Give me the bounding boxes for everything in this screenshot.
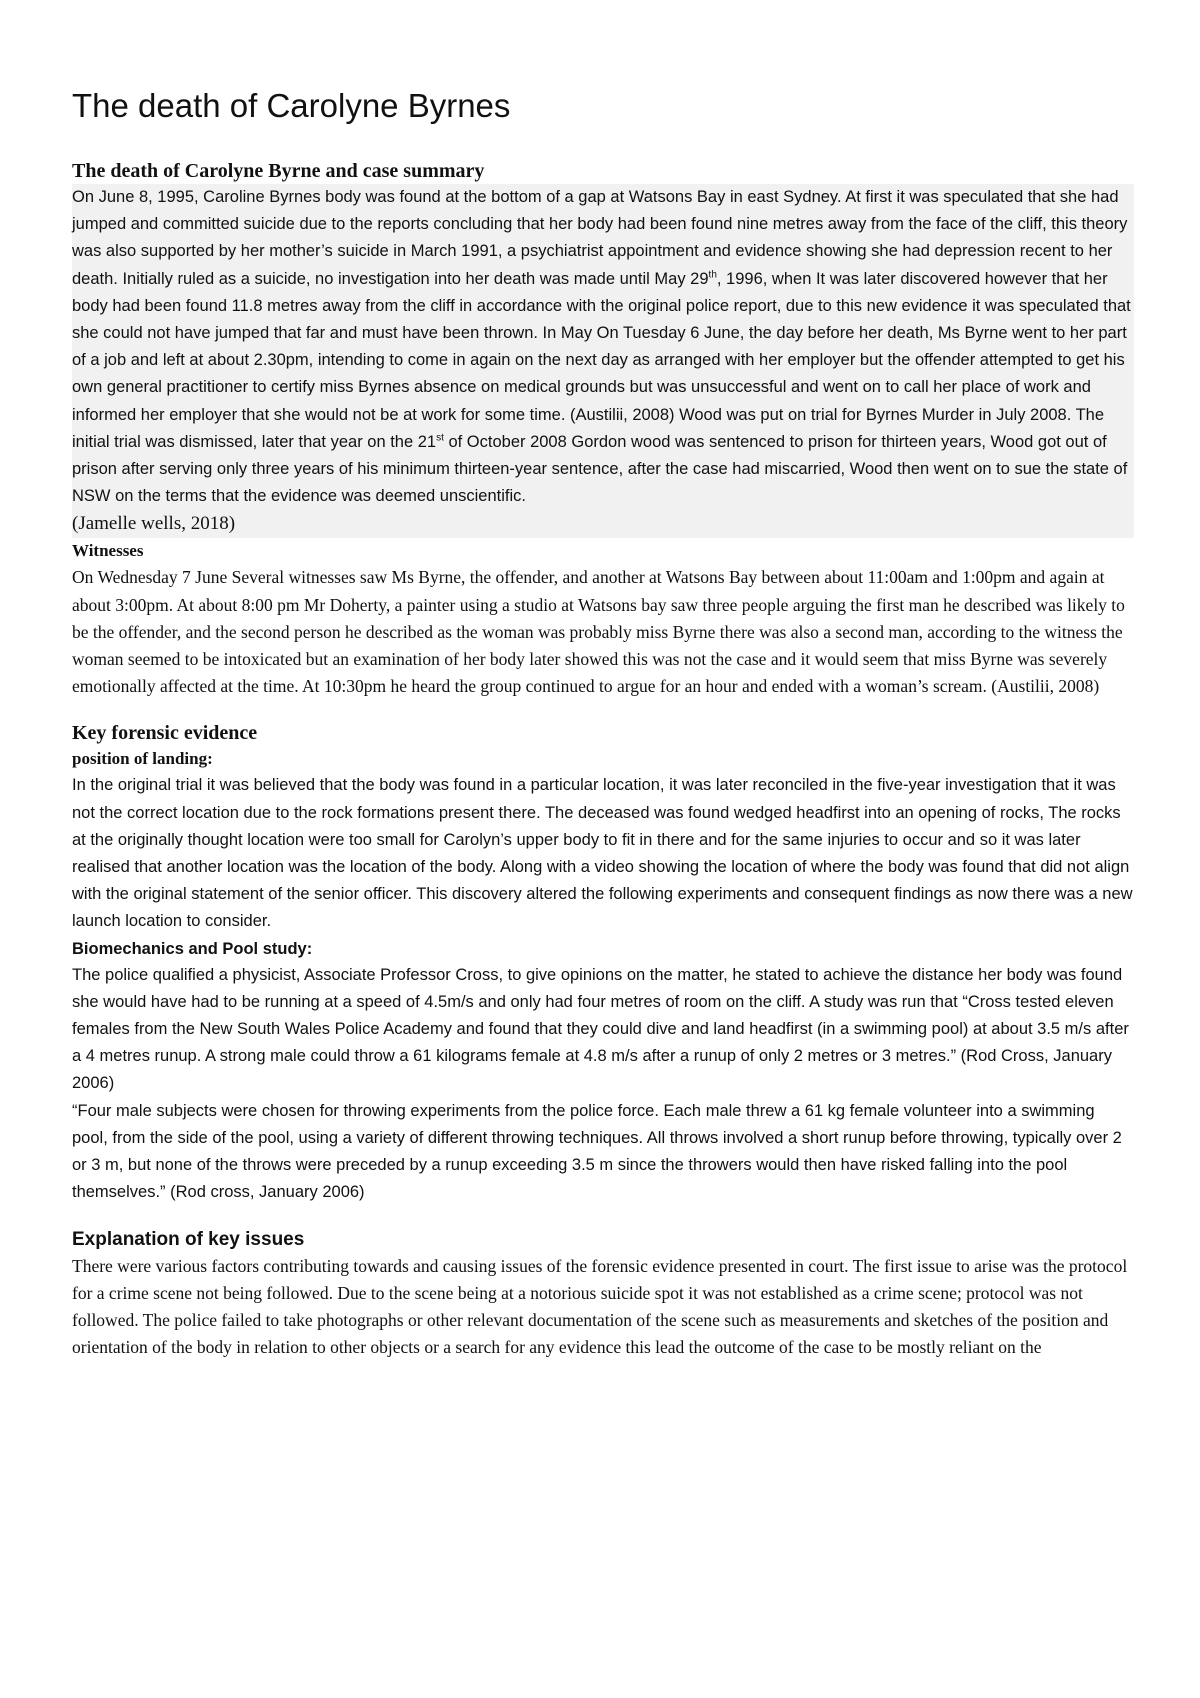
witnesses-paragraph: On Wednesday 7 June Several witnesses saw Ms Byrne, the offender, and another at Watsons Bay between about 11:00am and 1:00pm and again at about 3:00pm. At about 8:00 pm Mr Doherty, a painter using a studio at Watsons bay saw three people arguing the first man he described was likely to be the offender, and the second person he described as the woman was probably miss Byrne there was also a second man, according to the witness the woman seemed to be intoxicated but an examination of her body later showed this was not the case and it would seem that miss Byrne was severely emotionally affected at the time. At 10:30pm he heard the group continued to argue for an hour and ended with a woman’s scream. (Austilii, 2008) bbox=[72, 567, 1125, 697]
case-summary-text-part1: On June 8, 1995, Caroline Byrnes body was found at the bottom of a gap at Watsons Bay in east Sydney. At first it was speculated that she had jumped and committed suicide due to the reports concluding that her body had been found nine metres away from the face of the cliff, this theory was also supported by her mother’s suicide in March 1991, a psychiatrist appointment and evidence showing she had depression recent to her death. Initially ruled as a suicide, no investigation into her death was made until May 29 bbox=[72, 188, 1128, 288]
landing-paragraph: In the original trial it was believed that the body was found in a particular location, it was later reconciled in the five-year investigation that it was not the correct location due to the rock formations present there. The deceased was found wedged headfirst into an opening of rocks, The rocks at the originally thought location were too small for Carolyn’s upper body to fit in there and for the same injuries to occur and so it was later realised that another location was the location of the body. Along with a video showing the location of where the body was found that did not align with the original statement of the senior officer. This discovery altered the following experiments and consequent findings as now there was a new launch location to consider. bbox=[72, 776, 1133, 931]
case-summary-heading: The death of Carolyne Byrne and case summary bbox=[72, 160, 485, 182]
forensic-evidence-heading: Key forensic evidence bbox=[72, 722, 258, 745]
superscript-th: th bbox=[708, 269, 717, 281]
spacer bbox=[72, 1207, 1134, 1227]
spacer bbox=[72, 700, 1134, 720]
case-summary-section bbox=[72, 158, 1134, 538]
document-page bbox=[72, 82, 1134, 1361]
witnesses-heading: Witnesses bbox=[72, 541, 144, 561]
biomechanics-paragraph-2: “Four male subjects were chosen for throwing experiments from the police force. Each male threw a 61 kg female volunteer into a swimming pool, from the side of the pool, using a variety of different throwing techniques. All throws involved a short runup before throwing, typically over 2 or 3 m, but none of the throws were preceded by a runup exceeding 3.5 m since the throwers would then have risked falling into the pool themselves.” (Rod cross, January 2006) bbox=[72, 1101, 1122, 1202]
biomechanics-paragraph-1: The police qualified a physicist, Associate Professor Cross, to give opinions on the matter, he stated to achieve the distance her body was found she would have had to be running at a speed of 4.5m/s and only had four metres of room on the cliff. A study was run that “Cross tested eleven females from the New South Wales Police Academy and found that they could dive and land headfirst (in a swimming pool) at about 3.5 m/s after a 4 metres runup. A strong male could throw a 61 kilograms female at 4.8 m/s after a runup of only 2 metres or 3 metres.” (Rod Cross, January 2006) bbox=[72, 965, 1129, 1093]
case-summary-shaded-block bbox=[72, 184, 1134, 538]
case-summary-text-part2: , 1996, when It was later discovered however that her body had been found 11.8 metres away from the cliff in accordance with the original police report, due to this new evidence it was speculated that she could not have jumped that far and must have been thrown. In May On Tuesday 6 June, the day before her death, Ms Byrne went to her part of a job and left at about 2.30pm, intending to come in again on the next day as arranged with her employer but the offender attempted to get his own general practitioner to certify miss Byrnes absence on medical grounds but was unsuccessful and went on to call her place of work and informed her employer that she would not be at work for some time. (Austilii, 2008) Wood was put on trial for Byrnes Murder in July 2008. The initial trial was dismissed, later that year on the 21 bbox=[72, 269, 1131, 451]
witnesses-section bbox=[72, 538, 1134, 700]
forensic-evidence-section bbox=[72, 720, 1134, 1206]
document-title: The death of Carolyne Byrnes bbox=[72, 87, 511, 124]
case-summary-paragraph bbox=[72, 184, 1134, 510]
key-issues-heading: Explanation of key issues bbox=[72, 1228, 305, 1250]
landing-heading: position of landing: bbox=[72, 749, 213, 769]
case-summary-citation: (Jamelle wells, 2018) bbox=[72, 513, 236, 535]
key-issues-section bbox=[72, 1227, 1134, 1362]
key-issues-paragraph: There were various factors contributing towards and causing issues of the forensic evidence presented in court. The first issue to arise was the protocol for a crime scene not being followed. Due to the scene being at a notorious suicide spot it was not established as a crime scene; protocol was not followed. The police failed to take photographs or other relevant documentation of the scene such as measurements and sketches of the position and orientation of the body in relation to other objects or a search for any evidence this lead the outcome of the case to be mostly reliant on the bbox=[72, 1255, 1128, 1358]
superscript-st: st bbox=[436, 432, 444, 444]
biomechanics-heading: Biomechanics and Pool study: bbox=[72, 939, 313, 958]
case-summary-text-part3: of October 2008 Gordon wood was sentenced to prison for thirteen years, Wood got out of prison after serving only three years of his minimum thirteen-year sentence, after the case had miscarried, Wood then went on to sue the state of NSW on the terms that the evidence was deemed unscientific. bbox=[72, 432, 1128, 506]
